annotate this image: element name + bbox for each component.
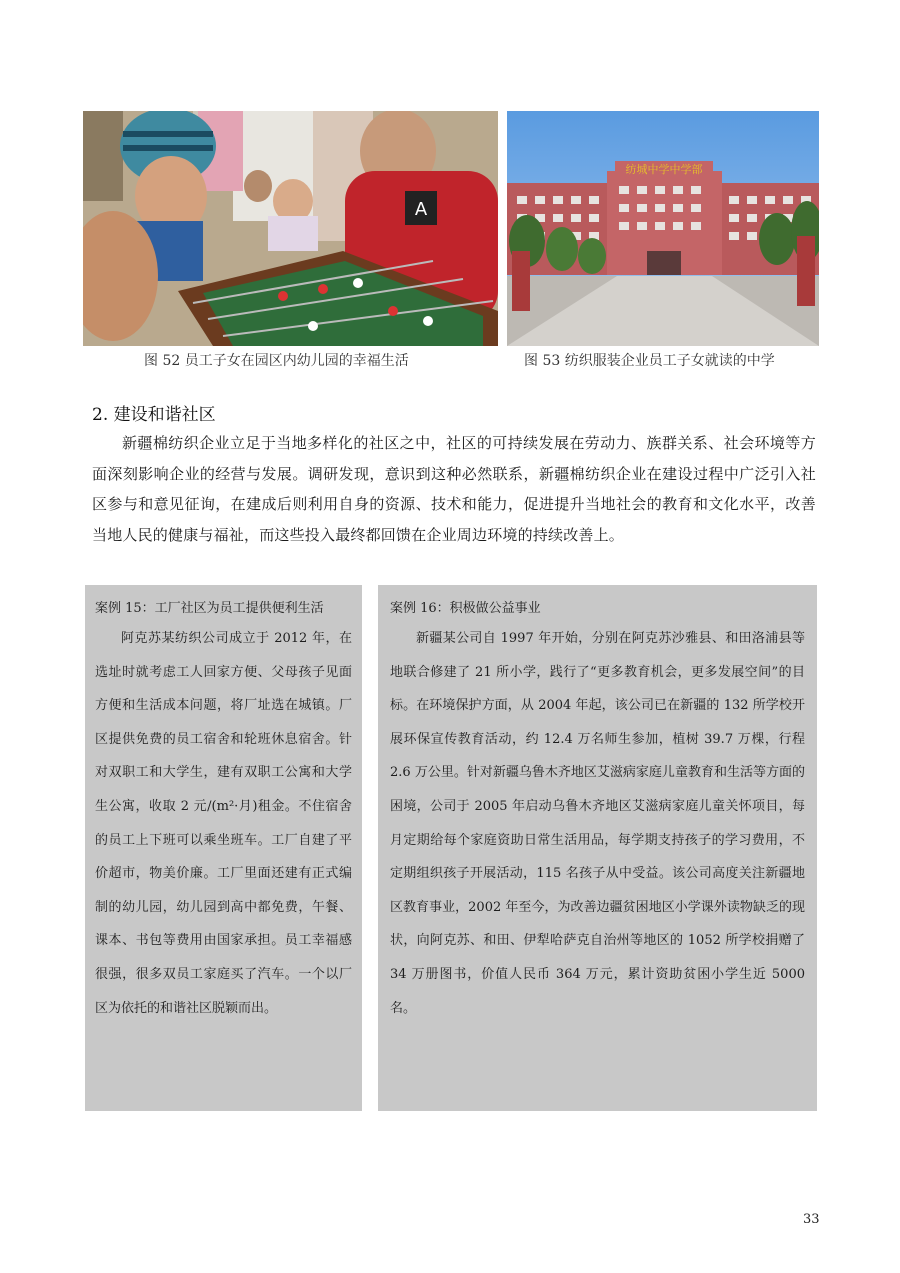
case-16-body: 新疆某公司自 1997 年开始，分别在阿克苏沙雅县、和田洛浦县等地联合修建了 21 所小学，践行了“更多教育机会，更多发展空间”的目标。在环境保护方面，从 2004 年起，该公司已在新疆的 132 所学校开展环保宣传教育活动，约 12.4 万名师生参加，植树 39.7 万棵，行程 2.6 万公里。针对新疆乌鲁木齐地区艾滋病家庭儿童教育和生活等方面的困境，公司于 2005 年启动乌鲁木齐地区艾滋病家庭儿童关怀项目，每月定期给每个家庭资助日常生活用品，每学期支持孩子的学习费用，不定期组织孩子开展活动，115 名孩子从中受益。该公司高度关注新疆地区教育事业，2002 年至今，为改善边疆贫困地区小学课外读物缺乏的现状，向阿克苏、和田、伊犁哈萨克自治州等地区的 1052 所学校捐赠了 34 万册图书，价值人民币 364 万元，累计资助贫困小学生近 5000 名。	[390, 631, 805, 1016]
svg-text:纺城中学中学部: 纺城中学中学部	[625, 163, 703, 176]
figure-53-caption: 图 53 纺织服装企业员工子女就读的中学	[524, 353, 775, 369]
page-number: 33	[803, 1212, 820, 1227]
case-16-box	[378, 585, 817, 1111]
intro-paragraph: 新疆棉纺织企业立足于当地多样化的社区之中，社区的可持续发展在劳动力、族群关系、社会环境等方面深刻影响企业的经营与发展。调研发现，意识到这种必然联系，新疆棉纺织企业在建设过程中广泛引入社区参与和意见征询，在建成后则利用自身的资源、技术和能力，促进提升当地社会的教育和文化水平，改善当地人民的健康与福祉，而这些投入最终都回馈在企业周边环境的持续改善上。	[92, 434, 816, 544]
school-building-photo	[507, 111, 819, 346]
figure-52-caption: 图 52 员工子女在园区内幼儿园的幸福生活	[144, 353, 409, 369]
case-15-body: 阿克苏某纺织公司成立于 2012 年，在选址时就考虑工人回家方便、父母孩子见面方便和生活成本问题，将厂址选在城镇。厂区提供免费的员工宿舍和轮班休息宿舍。针对双职工和大学生，建有双职工公寓和大学生公寓，收取 2 元/(m²·月)租金。不住宿舍的员工上下班可以乘坐班车。工厂自建了平价超市，物美价廉。工厂里面还建有正式编制的幼儿园，幼儿园到高中都免费，午餐、课本、书包等费用由国家承担。员工幸福感很强，很多双员工家庭买了汽车。一个以厂区为依托的和谐社区脱颖而出。	[95, 631, 352, 1016]
svg-text:A: A	[414, 199, 428, 220]
kindergarten-photo	[83, 111, 498, 346]
section-heading: 2. 建设和谐社区	[92, 405, 216, 425]
case-15-box	[85, 585, 362, 1111]
case-16-title: 案例 16：积极做公益事业	[390, 601, 541, 616]
case-15-title: 案例 15：工厂社区为员工提供便利生活	[95, 601, 324, 616]
